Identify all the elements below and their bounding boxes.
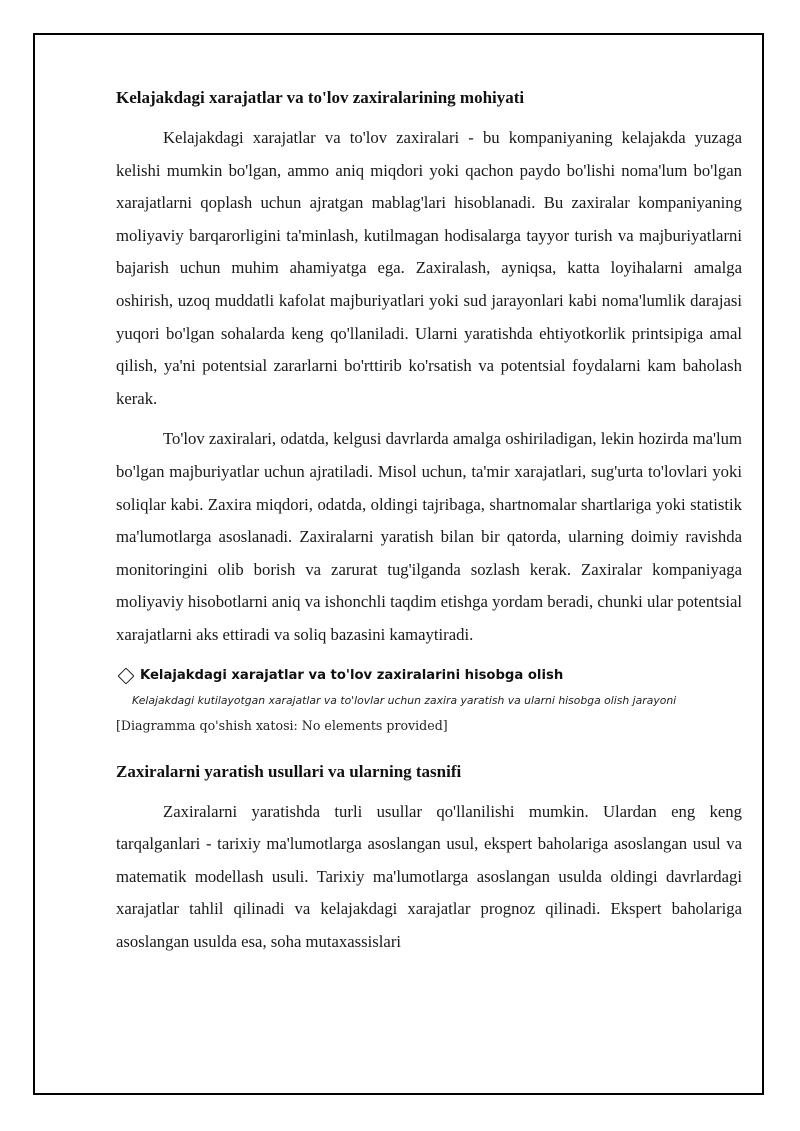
diagram-title: Kelajakdagi xarajatlar va to'lov zaxiralarini hisobga olish bbox=[140, 668, 564, 683]
paragraph-3: Zaxiralarni yaratishda turli usullar qo'llanilishi mumkin. Ulardan eng keng tarqalganlari - tarixiy ma'lumotlarga asoslangan usul, ekspert baholariga asoslangan usul va matematik modellash usuli. Tarixiy ma'lumotlarga asoslangan usulda oldingi davrlardagi xarajatlar tahlil qilinadi va kelajakdagi xarajatlar prognoz qilinadi. Ekspert baholariga asoslangan usulda esa, soha mutaxassislari bbox=[116, 801, 742, 951]
paragraph-2: To'lov zaxiralari, odatda, kelgusi davrlarda amalga oshiriladigan, lekin hozirda ma'lum bo'lgan majburiyatlar uchun ajratiladi. Misol uchun, ta'mir xarajatlari, sug'urta to'lovlari yoki soliqlar kabi. Zaxira miqdori, odatda, oldingi tajribaga, shartnomalar shartlariga yoki statistik ma'lumotlarga asoslanadi. Zaxiralarni yaratish bilan bir qatorda, ularning doimiy ravishda monitoringini olib borish va zarurat tug'ilganda sozlash kerak. Zaxiralar kompaniyaga moliyaviy hisobotlarni aniq va ishonchli taqdim etishga yordam beradi, chunki ular potentsial xarajatlarni aks ettiradi va soliq bazasini kamaytiradi. bbox=[116, 429, 742, 644]
paragraph-1: Kelajakdagi xarajatlar va to'lov zaxiralari - bu kompaniyaning kelajakda yuzaga kelishi mumkin bo'lgan, ammo aniq miqdori yoki qachon paydo bo'lishi noma'lum bo'lgan xarajatlarni qoplash uchun ajratgan mablag'lari hisoblanadi. Bu zaxiralar kompaniyaning moliyaviy barqarorligini ta'minlash, kutilmagan hodisalarga tayyor turish va majburiyatlarni bajarish uchun muhim ahamiyatga ega. Zaxiralash, ayniqsa, katta loyihalarni amalga oshirish, uzoq muddatli kafolat majburiyatlari yoki sud jarayonlari kabi noma'lumlik darajasi yuqori bo'lgan sohalarda keng qo'llaniladi. Ularni yaratishda ehtiyotkorlik printsipiga amal qilish, ya'ni potentsial zararlarni bo'rttirib ko'rsatish va potentsial foydalarni kam baholash kerak. bbox=[116, 128, 742, 408]
diagram-caption: Kelajakdagi kutilayotgan xarajatlar va to'lovlar uchun zaxira yaratish va ularni hisobga olish jarayoni bbox=[132, 693, 677, 707]
diamond-icon bbox=[118, 667, 135, 684]
diagram-error-message: [Diagramma qo'shish xatosi: No elements provided] bbox=[116, 717, 448, 733]
section-heading-2: Zaxiralarni yaratish usullari va ularning tasnifi bbox=[116, 761, 462, 781]
diagram-header bbox=[116, 664, 742, 688]
section-heading-1: Kelajakdagi xarajatlar va to'lov zaxiralarining mohiyati bbox=[116, 88, 525, 107]
document-body bbox=[116, 84, 742, 966]
